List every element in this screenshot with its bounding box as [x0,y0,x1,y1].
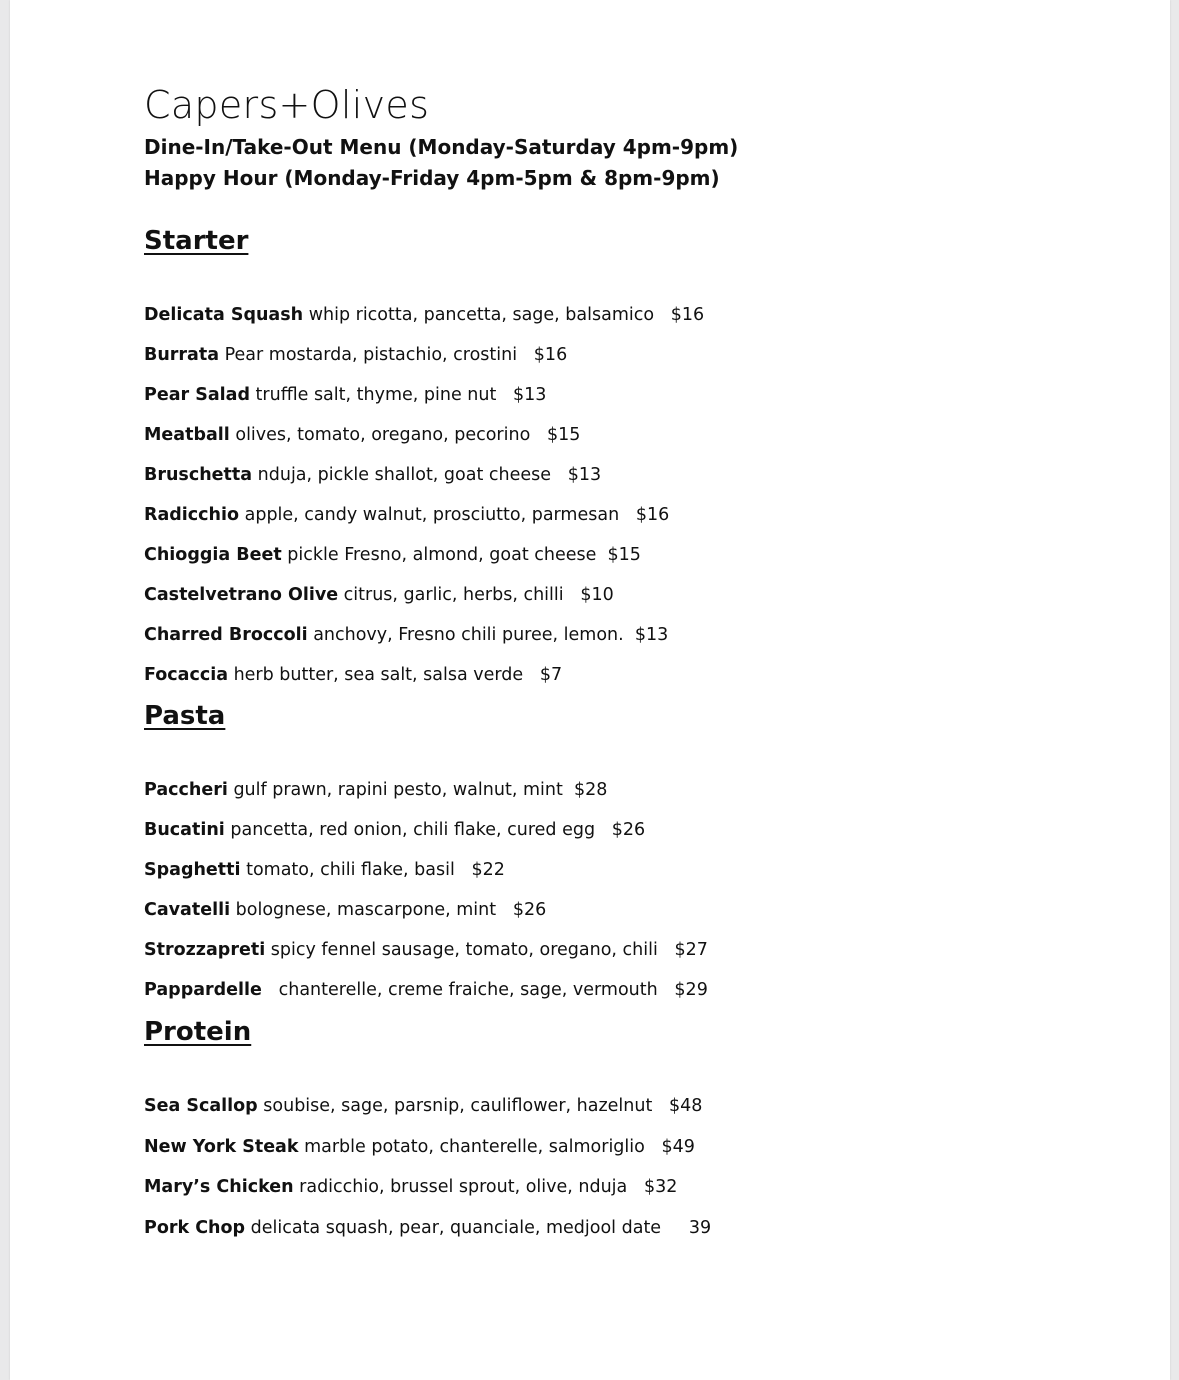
menu-item [144,335,1044,375]
item-description: delicata squash, pear, quanciale, medjool date [245,1217,662,1238]
item-description: tomato, chili flake, basil [240,860,455,880]
item-description: marble potato, chanterelle, salmoriglio [298,1136,645,1157]
item-name: Paccheri [144,780,228,800]
protein-items [144,1086,1044,1248]
item-price: $49 [644,1136,695,1157]
item-name: Spaghetti [144,860,241,880]
item-name: Pork Chop [144,1217,246,1238]
menu-item [144,930,1044,970]
item-price: $16 [619,505,670,525]
item-name: Chioggia Beet [144,545,282,565]
menu-item [144,770,1044,810]
item-name: New York Steak [144,1136,299,1157]
menu-item [144,575,1044,615]
restaurant-title: Capers+Olives [144,83,430,127]
menu-item [144,890,1044,930]
item-name: Strozzapreti [144,940,266,960]
item-price: 39 [661,1217,712,1238]
menu-item [144,1127,1044,1168]
menu-item [144,1208,1044,1249]
item-name: Cavatelli [144,900,231,920]
item-price: $13 [623,625,669,645]
menu-item [144,850,1044,890]
item-name: Castelvetrano Olive [144,585,339,605]
item-name: Charred Broccoli [144,625,308,645]
menu-content [144,80,1044,1238]
menu-item [144,810,1044,850]
item-price: $26 [496,900,547,920]
item-name: Meatball [144,425,230,445]
pasta-items [144,770,1044,1010]
item-name: Pappardelle [144,980,262,1000]
item-name: Mary’s Chicken [144,1177,294,1197]
item-description: Pear mostarda, pistachio, crostini [219,345,518,365]
menu-item [144,1167,1044,1208]
starter-section [144,224,1044,695]
item-description: nduja, pickle shallot, goat cheese [252,465,552,485]
menu-item [144,1086,1044,1127]
item-description: herb butter, sea salt, salsa verde [228,665,524,685]
menu-item [144,495,1044,535]
item-name: Bucatini [144,820,225,840]
section-heading-protein: Protein [144,1017,252,1047]
item-name: Delicata Squash [144,305,304,325]
item-description: olives, tomato, oregano, pecorino [229,425,531,445]
item-price: $26 [595,820,646,840]
item-description: truffle salt, thyme, pine nut [249,385,497,405]
item-description: bolognese, mascarpone, mint [230,900,497,920]
item-description: chanterelle, creme fraiche, sage, vermouth [261,980,658,1000]
item-name: Burrata [144,345,220,365]
item-price: $22 [454,860,505,880]
item-price: $15 [596,545,641,565]
menu-item [144,455,1044,495]
menu-item [144,970,1044,1010]
section-heading-pasta: Pasta [144,701,226,731]
item-description: whip ricotta, pancetta, sage, balsamico [303,305,655,325]
item-description: spicy fennel sausage, tomato, oregano, chili [265,940,658,960]
menu-item [144,415,1044,455]
item-price: $15 [530,425,581,445]
item-description: pancetta, red onion, chili flake, cured egg [224,820,596,840]
item-price: $32 [627,1177,678,1197]
item-description: citrus, garlic, herbs, chilli [338,585,564,605]
item-description: apple, candy walnut, prosciutto, parmesan [239,505,620,525]
item-price: $29 [657,980,708,1000]
item-description: gulf prawn, rapini pesto, walnut, mint [227,780,563,800]
section-heading-starter: Starter [144,226,249,256]
item-name: Pear Salad [144,385,250,405]
happy-hour-subtitle: Happy Hour (Monday-Friday 4pm-5pm & 8pm-9pm) [144,166,720,190]
item-description: soubise, sage, parsnip, cauliflower, hazelnut [257,1096,653,1116]
item-price: $10 [563,585,614,605]
item-price: $13 [551,465,602,485]
menu-item [144,655,1044,695]
menu-item [144,375,1044,415]
item-name: Sea Scallop [144,1096,258,1116]
menu-page [10,0,1170,1380]
menu-item [144,535,1044,575]
menu-item [144,295,1044,335]
item-price: $7 [523,665,563,685]
item-price: $16 [517,345,568,365]
starter-items [144,295,1044,695]
item-price: $48 [652,1096,703,1116]
item-name: Radicchio [144,505,240,525]
item-price: $16 [654,305,705,325]
item-price: $13 [496,385,547,405]
item-price: $27 [657,940,708,960]
item-description: anchovy, Fresno chili puree, lemon. [307,625,624,645]
menu-hours-subtitle: Dine-In/Take-Out Menu (Monday-Saturday 4pm-9pm) [144,135,739,159]
item-description: pickle Fresno, almond, goat cheese [281,545,597,565]
protein-section [144,1015,1044,1248]
item-name: Bruschetta [144,465,253,485]
item-price: $28 [562,780,608,800]
item-description: radicchio, brussel sprout, olive, nduja [293,1177,628,1197]
item-name: Focaccia [144,665,229,685]
pasta-section [144,699,1044,1010]
menu-item [144,615,1044,655]
